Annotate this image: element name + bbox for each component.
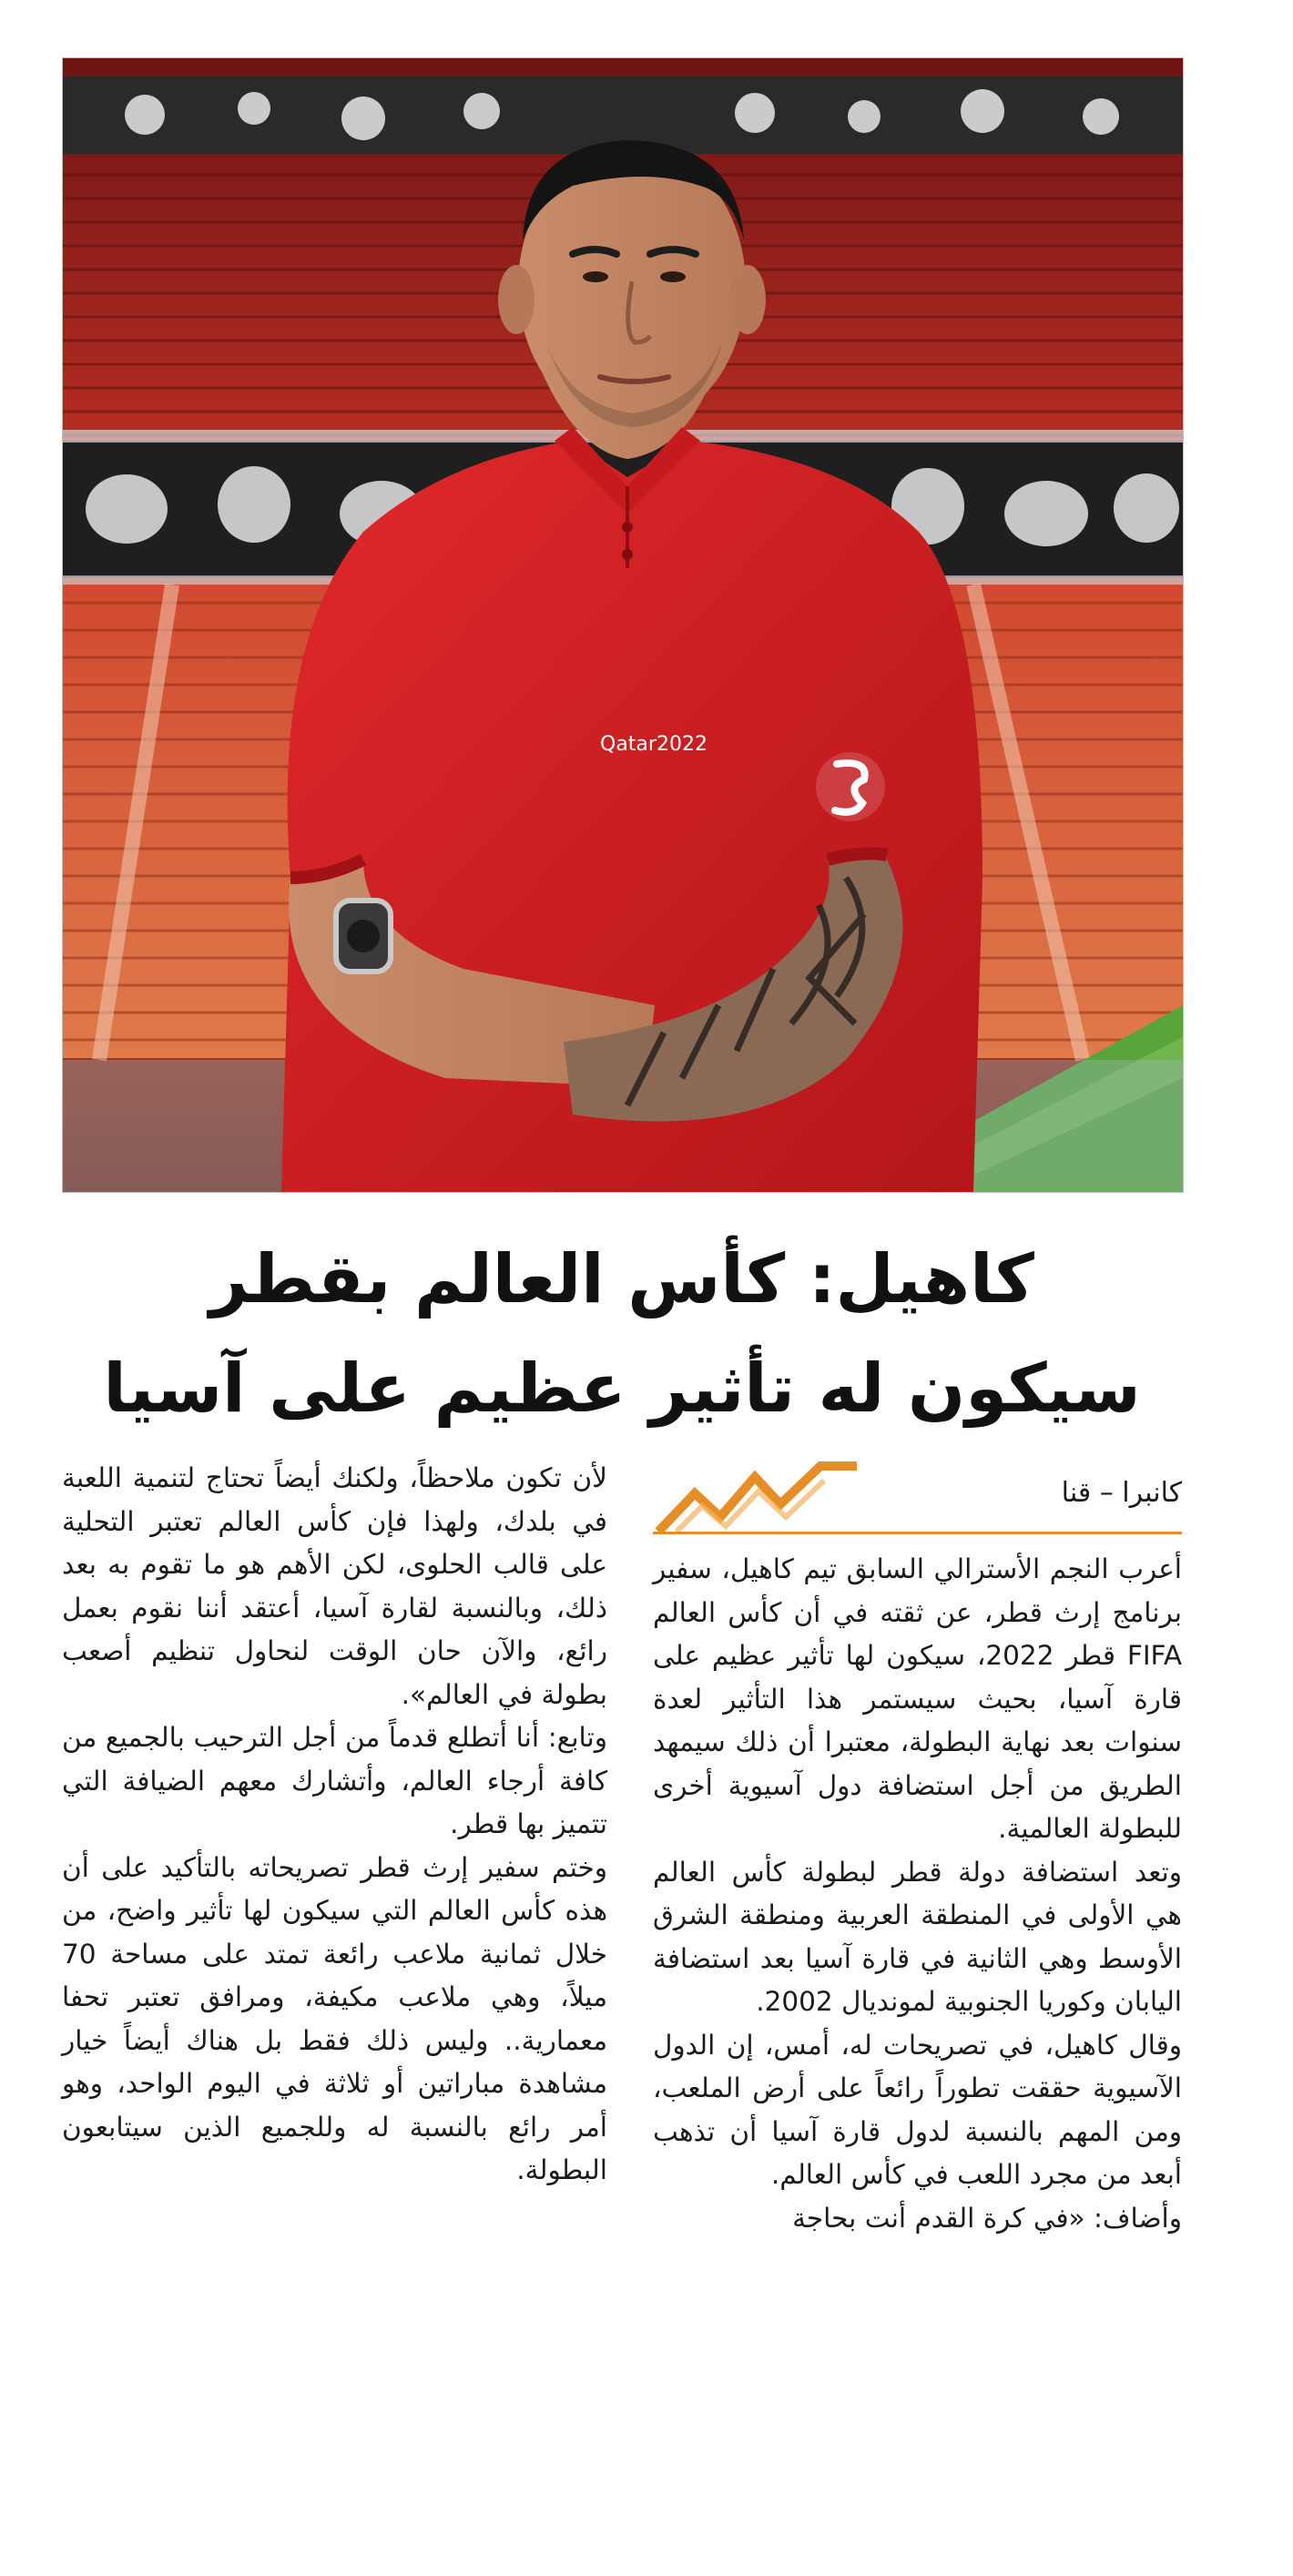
article-photo	[62, 57, 1184, 1193]
paragraph: وأضاف: «في كرة القدم أنت بحاجة	[792, 2202, 1182, 2234]
stadium-photo-illustration	[63, 58, 1183, 1192]
paragraph: وتابع: أنا أتطلع قدماً من أجل الترحيب بالجميع من كافة أرجاء العالم، وأتشارك معهم الضيافة التي تتميز بها قطر.	[62, 1722, 607, 1839]
paragraph: وتعد استضافة دولة قطر لبطولة كأس العالم هي الأولى في المنطقة العربية ومنطقة الشرق الأوسط وهي الثانية في قارة آسيا بعد استضافة اليابان وكوريا الجنوبية لمونديال 2002.	[653, 1856, 1182, 2017]
article-headline	[62, 1225, 1182, 1443]
paragraph: وختم سفير إرث قطر تصريحاته بالتأكيد على أن هذه كأس العالم التي سيكون لها تأثير واضح، من خلال ثمانية ملاعب رائعة تمتد على مساحة 70 ميلاً، وهي ملاعب مكيفة، ومرافق تعتبر تحفا معمارية.. وليس ذلك فقط بل هناك أيضاً خيار مشاهدة مباراتين أو ثلاثة في اليوم الواحد، وهو أمر رائع بالنسبة له وللجميع الذين سيتابعون البطولة.	[62, 1851, 607, 2185]
headline-line-1: كاهيل: كأس العالم بقطر	[209, 1240, 1034, 1319]
article-column-right	[653, 1548, 1182, 2240]
paragraph: لأن تكون ملاحظاً، ولكنك أيضاً تحتاج لتنمية اللعبة في بلدك، ولهذا فإن كأس العالم تعتبر التحلية على قالب الحلوى، لكن الأهم هو ما تقوم به بعد ذلك، وبالنسبة لقارة آسيا، أعتقد أننا نقوم بعمل رائع، والآن حان الوقت لنحاول تنظيم أصعب بطولة في العالم».	[62, 1462, 607, 1710]
paragraph: وقال كاهيل، في تصريحات له، أمس، إن الدول الآسيوية حققت تطوراً رائعاً على أرض الملعب، ومن المهم بالنسبة لدول قارة آسيا أن تذهب أبعد من مجرد اللعب في كأس العالم.	[653, 2029, 1182, 2190]
headline-line-2: سيكون له تأثير عظيم على آسيا	[103, 1349, 1141, 1428]
byline-rule	[653, 1532, 1182, 1534]
byline-location: كانبرا – قنا	[1061, 1477, 1182, 1509]
zigzag-logo-icon	[653, 1457, 862, 1535]
qatar-emblem-icon	[816, 752, 885, 821]
article-column-left	[62, 1457, 607, 2193]
paragraph: أعرب النجم الأسترالي السابق تيم كاهيل، سفير برنامج إرث قطر، عن ثقته في أن كأس العالم FIFA قطر 2022، سيكون لها تأثير عظيم على قارة آسيا، بحيث سيستمر هذا التأثير لعدة سنوات بعد نهاية البطولة، معتبرا أن ذلك سيمهد الطريق من أجل استضافة دول آسيوية أخرى للبطولة العالمية.	[653, 1553, 1182, 1844]
shirt-print: Qatar2022	[600, 733, 708, 756]
byline	[653, 1457, 1182, 1541]
